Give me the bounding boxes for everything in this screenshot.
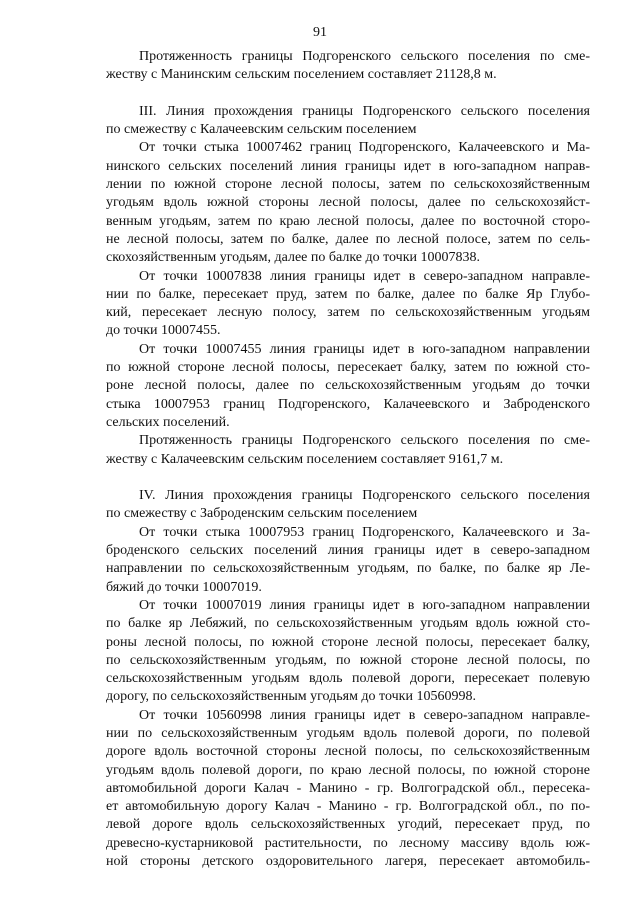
text-line: От точки стыка 10007462 границ Подгоренского, Калачеевского и Ма- xyxy=(139,140,590,156)
text-line: От точки 10007019 линия границы идет в юго-западном направлении xyxy=(139,597,590,613)
paragraph-gap xyxy=(106,85,590,103)
text-line: скохозяйственным угодьям, далее по балке до точки 10007838. xyxy=(106,250,481,266)
text-line: От точки 10560998 линия границы идет в северо-западном направле- xyxy=(139,707,590,723)
text-line: броденского сельских поселений линия границы идет в северо-западном xyxy=(106,543,590,559)
text-line: От точки 10007455 линия границы идет в юго-западном направлении xyxy=(139,341,590,357)
text-line: автомобильной дороги Калач - Манино - гр. Волгоградской обл., пересека- xyxy=(106,780,590,796)
text-line: венным угодьям, затем по краю лесной полосы, далее по восточной сторо- xyxy=(106,213,590,229)
text-line: жеству с Калачеевским сельским поселением составляет 9161,7 м. xyxy=(106,451,504,467)
text-line: сельских поселений. xyxy=(106,414,230,430)
text-line: стыка 10007953 границ Подгоренского, Калачеевского и Заброденского xyxy=(106,396,590,412)
text-line: кий, пересекает лесную полосу, затем по сельскохозяйственным угодьям xyxy=(106,305,590,321)
text-line: угодьям вдоль полевой дороги, по краю лесной полосы, по южной стороне xyxy=(106,762,590,778)
text-line: бяжий до точки 10007019. xyxy=(106,579,262,595)
page-number: 91 xyxy=(313,25,327,40)
text-line: От точки стыка 10007953 границ Подгоренского, Калачеевского и За- xyxy=(139,524,590,540)
text-line: Протяженность границы Подгоренского сельского поселения по сме- xyxy=(139,433,590,449)
text-line: направлении по сельскохозяйственным угодьям, по балке, по балке яр Ле- xyxy=(106,561,590,577)
text-line: угодьям вдоль южной стороны лесной полосы, далее по сельскохозяйст- xyxy=(106,195,590,211)
text-line: ет автомобильную дорогу Калач - Манино - гр. Волгоградской обл., по по- xyxy=(106,799,590,815)
text-line: От точки 10007838 линия границы идет в северо-западном направле- xyxy=(139,268,590,284)
document-body xyxy=(106,48,590,871)
text-line: по сельскохозяйственным угодьям, по южной стороне лесной полосы, по xyxy=(106,652,590,668)
text-line: IV. Линия прохождения границы Подгоренского сельского поселения xyxy=(139,488,590,504)
text-line: нии по балке, пересекает пруд, затем по балке, далее по балке Яр Глубо- xyxy=(106,286,590,302)
text-line: по смежеству с Заброденским сельским поселением xyxy=(106,506,418,522)
text-line: нии по сельскохозяйственным угодьям вдоль полевой дороги, по полевой xyxy=(106,725,590,741)
text-line: до точки 10007455. xyxy=(106,323,221,339)
text-line: дорогу, по сельскохозяйственным угодьям до точки 10560998. xyxy=(106,689,476,705)
text-line: древесно-кустарниковой растительности, по лесному массиву вдоль юж- xyxy=(106,835,590,851)
text-line: по южной стороне лесной полосы, пересекает балку, затем по южной сто- xyxy=(106,360,590,376)
text-block xyxy=(106,487,590,871)
text-line: нинского сельских поселений линия границы идет в юго-западном направ- xyxy=(106,158,590,174)
text-line: лении по южной стороне лесной полосы, затем по сельскохозяйственным xyxy=(106,177,590,193)
text-line: сельскохозяйственным угодьям вдоль полевой дороги, пересекает полевую xyxy=(106,671,590,687)
text-line: левой дороге вдоль сельскохозяйственных угодий, пересекает пруд, по xyxy=(106,817,590,833)
text-block xyxy=(106,48,590,85)
text-block xyxy=(106,103,590,469)
text-line: жеству с Манинским сельским поселением составляет 21128,8 м. xyxy=(106,67,497,83)
text-line: III. Линия прохождения границы Подгоренского сельского поселения xyxy=(139,103,590,119)
text-line: по балке яр Лебяжий, по сельскохозяйственным угодьям вдоль южной сто- xyxy=(106,616,590,632)
text-line: не лесной полосы, затем по балке, далее по лесной полосе, затем по сель- xyxy=(106,231,590,247)
text-line: роны лесной полосы, по южной стороне лесной полосы, пересекает балку, xyxy=(106,634,590,650)
text-line: дороге вдоль восточной стороны лесной полосы, по сельскохозяйственным xyxy=(106,744,590,760)
text-line: ной стороны детского оздоровительного лагеря, пересекает автомобиль- xyxy=(106,854,590,870)
text-line: по смежеству с Калачеевским сельским поселением xyxy=(106,122,417,138)
text-line: роне лесной полосы, далее по сельскохозяйственным угодьям до точки xyxy=(106,378,590,394)
text-line: Протяженность границы Подгоренского сельского поселения по сме- xyxy=(139,49,590,64)
paragraph-gap xyxy=(106,469,590,487)
